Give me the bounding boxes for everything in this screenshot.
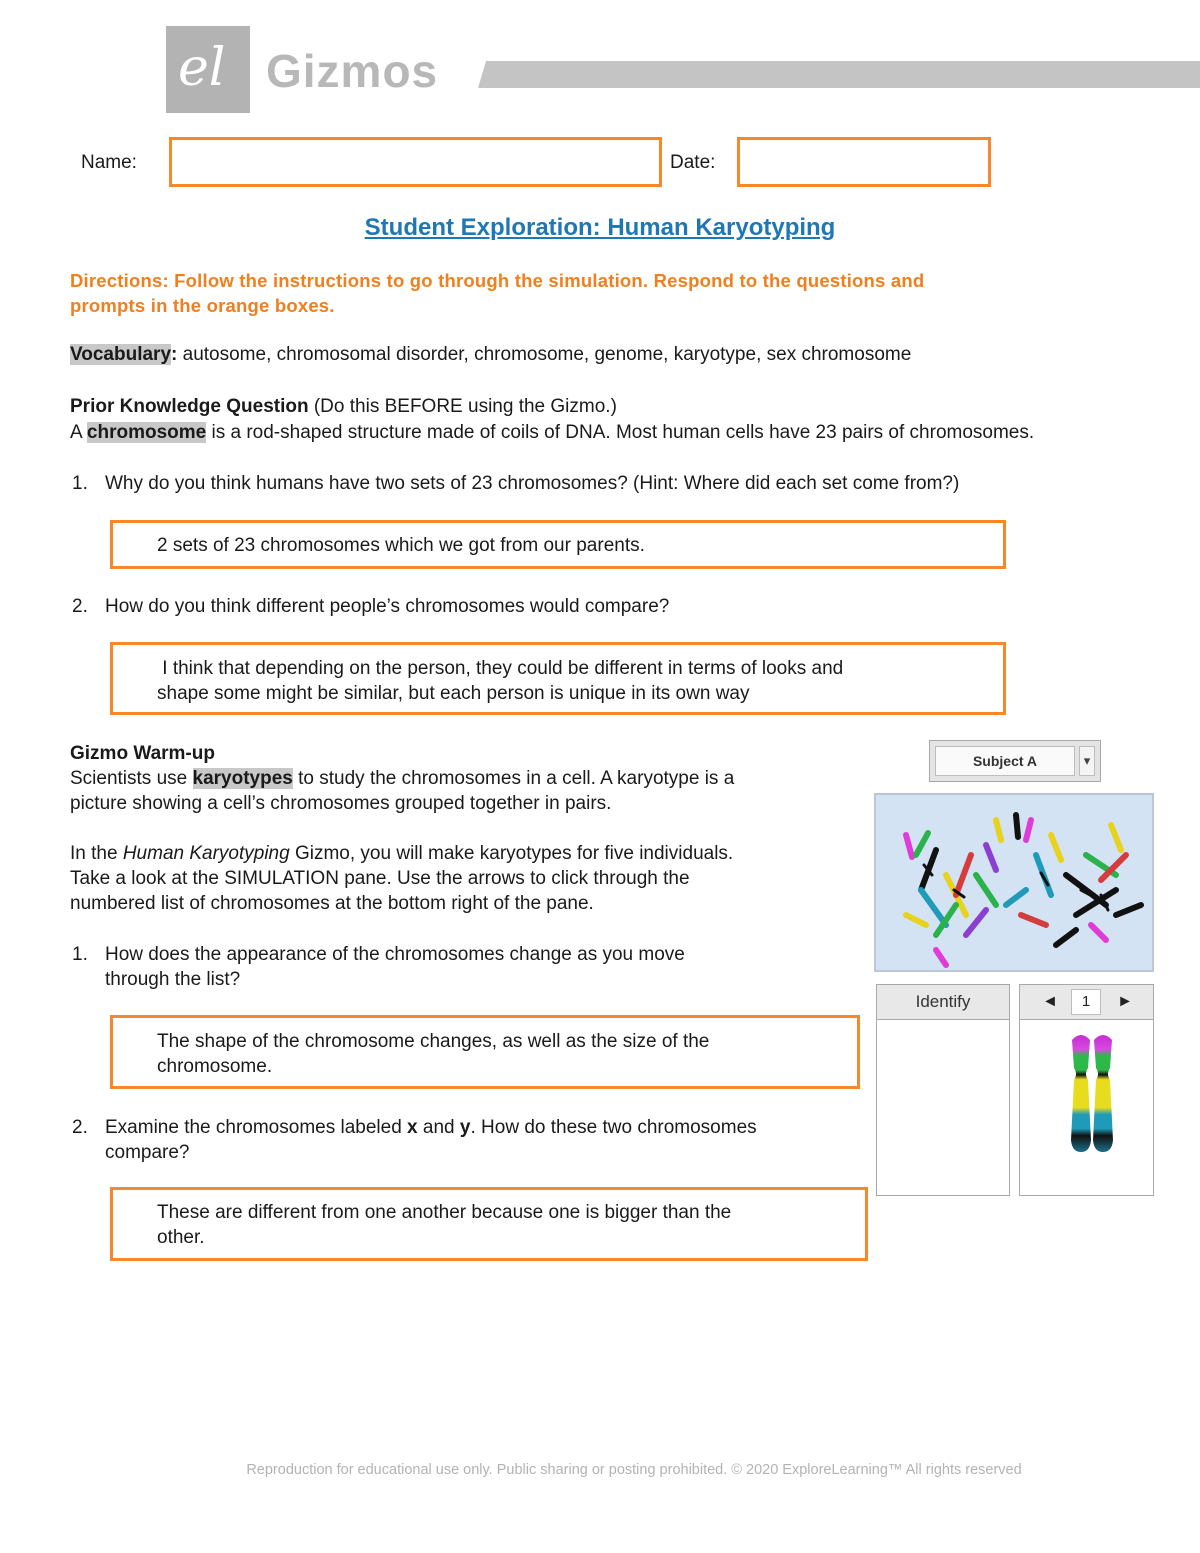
warmup-q2-text — [105, 1115, 757, 1165]
header-bar — [478, 61, 1200, 88]
chromosome-term: chromosome — [86, 422, 207, 443]
warmup-q1-answer — [157, 1029, 709, 1079]
warmup-paragraph-1 — [70, 766, 734, 816]
directions-line-2: prompts in the orange boxes. — [70, 295, 335, 316]
warmup-p1-line-1 — [70, 766, 734, 791]
warmup-p2-line-1 — [70, 841, 733, 866]
warmup-p1-suffix: to study the chromosomes in a cell. A karyotype is a — [292, 768, 735, 789]
vocabulary-line — [70, 342, 911, 367]
warmup-q2-suffix: . How do these two chromosomes — [470, 1117, 757, 1138]
definition-suffix: is a rod-shaped structure made of coils of DNA. Most human cells have 23 pairs of chromosomes. — [206, 422, 1035, 443]
warmup-q1-line-1: How does the appearance of the chromosomes change as you move — [105, 944, 685, 965]
prior-q2-text: How do you think different people’s chromosomes would compare? — [105, 596, 670, 617]
warmup-paragraph-2 — [70, 841, 733, 916]
warmup-heading: Gizmo Warm-up — [70, 743, 215, 764]
prior-q1-text: Why do you think humans have two sets of 23 chromosomes? (Hint: Where did each set come from?) — [105, 473, 960, 494]
warmup-q2-and: and — [417, 1117, 460, 1138]
explorelearning-logo: el — [178, 38, 226, 98]
date-label: Date: — [670, 152, 716, 173]
next-chromosome-button[interactable] — [1105, 989, 1145, 1015]
warmup-q2-number: 2. — [72, 1117, 88, 1138]
warmup-p1-line-2: picture showing a cell’s chromosomes grouped together in pairs. — [70, 793, 612, 814]
chromosome-right — [1093, 1035, 1113, 1152]
subject-select-field — [935, 746, 1075, 776]
x-label: x — [407, 1117, 418, 1138]
gizmo-name: Human Karyotyping — [122, 843, 290, 864]
scattered-chromosomes-image — [876, 795, 1152, 970]
prior-knowledge-heading-line — [70, 394, 617, 419]
warmup-q2-answer-line-1: These are different from one another because one is bigger than the — [157, 1202, 732, 1223]
directions-line-1: Directions: Follow the instructions to go through the simulation. Respond to the questions and — [70, 270, 925, 291]
warmup-q1-line-2: through the list? — [105, 969, 241, 990]
warmup-p2-prefix: In the — [70, 843, 123, 864]
chromosome-number-value: 1 — [1081, 993, 1091, 1010]
chevron-down-icon: ▾ — [1083, 753, 1091, 768]
vocabulary-label: Vocabulary — [70, 344, 172, 365]
chromosome-left — [1071, 1035, 1091, 1152]
warmup-q1-answer-line-2: chromosome. — [157, 1056, 273, 1077]
definition-prefix: A — [70, 422, 87, 443]
right-arrow-icon: ► — [1117, 993, 1133, 1010]
warmup-q2-answer-line-2: other. — [157, 1227, 205, 1248]
identify-panel — [876, 984, 1010, 1196]
chromosome-pair-image — [1020, 1020, 1153, 1196]
karyotypes-term: karyotypes — [192, 768, 293, 789]
directions — [70, 268, 924, 318]
prior-q2-number: 2. — [72, 596, 88, 617]
identify-button[interactable] — [877, 985, 1009, 1020]
chromosome-nav-bar — [1020, 985, 1153, 1020]
warmup-q1-text — [105, 942, 685, 992]
name-field[interactable] — [169, 137, 662, 187]
chromosome-number-field[interactable] — [1071, 989, 1101, 1015]
prior-knowledge-note: (Do this BEFORE using the Gizmo.) — [308, 396, 617, 417]
prior-q2-answer — [157, 656, 843, 706]
chromosome-cell-view — [874, 793, 1154, 972]
left-arrow-icon: ◄ — [1042, 993, 1058, 1010]
warmup-p2-line-3: numbered list of chromosomes at the bottom right of the pane. — [70, 893, 594, 914]
warmup-p2-suffix: Gizmo, you will make karyotypes for five individuals. — [289, 843, 734, 864]
vocabulary-terms: autosome, chromosomal disorder, chromosome, genome, karyotype, sex chromosome — [177, 344, 912, 365]
warmup-q2-line-2: compare? — [105, 1142, 190, 1163]
prior-knowledge-heading: Prior Knowledge Question — [70, 396, 309, 417]
prior-q2-answer-line-1: I think that depending on the person, they could be different in terms of looks and — [157, 658, 844, 679]
chromosome-viewer-panel — [1019, 984, 1154, 1196]
header-logo-tile — [166, 26, 250, 113]
subject-dropdown-button[interactable] — [1079, 746, 1095, 776]
warmup-q2-answer — [157, 1200, 731, 1250]
subject-select[interactable] — [929, 740, 1101, 782]
gizmos-brand: Gizmos — [266, 45, 439, 97]
footer-copyright: Reproduction for educational use only. Public sharing or posting prohibited. © 2020 ExploreLearning™ All rights reserved — [246, 1462, 1022, 1478]
warmup-q2-prefix: Examine the chromosomes labeled — [105, 1117, 408, 1138]
name-label: Name: — [81, 152, 137, 173]
warmup-p1-prefix: Scientists use — [70, 768, 193, 789]
prior-q1-answer: 2 sets of 23 chromosomes which we got from our parents. — [157, 535, 645, 556]
date-field[interactable] — [737, 137, 991, 187]
y-label: y — [459, 1117, 471, 1138]
page-title: Student Exploration: Human Karyotyping — [364, 214, 836, 241]
subject-select-value: Subject A — [972, 753, 1038, 769]
vocabulary-colon: : — [171, 344, 178, 365]
warmup-q1-answer-line-1: The shape of the chromosome changes, as well as the size of the — [157, 1031, 710, 1052]
prev-chromosome-button[interactable] — [1030, 989, 1070, 1015]
identify-label: Identify — [915, 992, 971, 1011]
warmup-q2-line-1 — [105, 1115, 757, 1140]
prior-q2-answer-line-2: shape some might be similar, but each person is unique in its own way — [157, 683, 750, 704]
prior-q1-number: 1. — [72, 473, 88, 494]
warmup-q1-number: 1. — [72, 944, 88, 965]
warmup-p2-line-2: Take a look at the SIMULATION pane. Use the arrows to click through the — [70, 868, 690, 889]
chromosome-definition — [70, 420, 1034, 445]
